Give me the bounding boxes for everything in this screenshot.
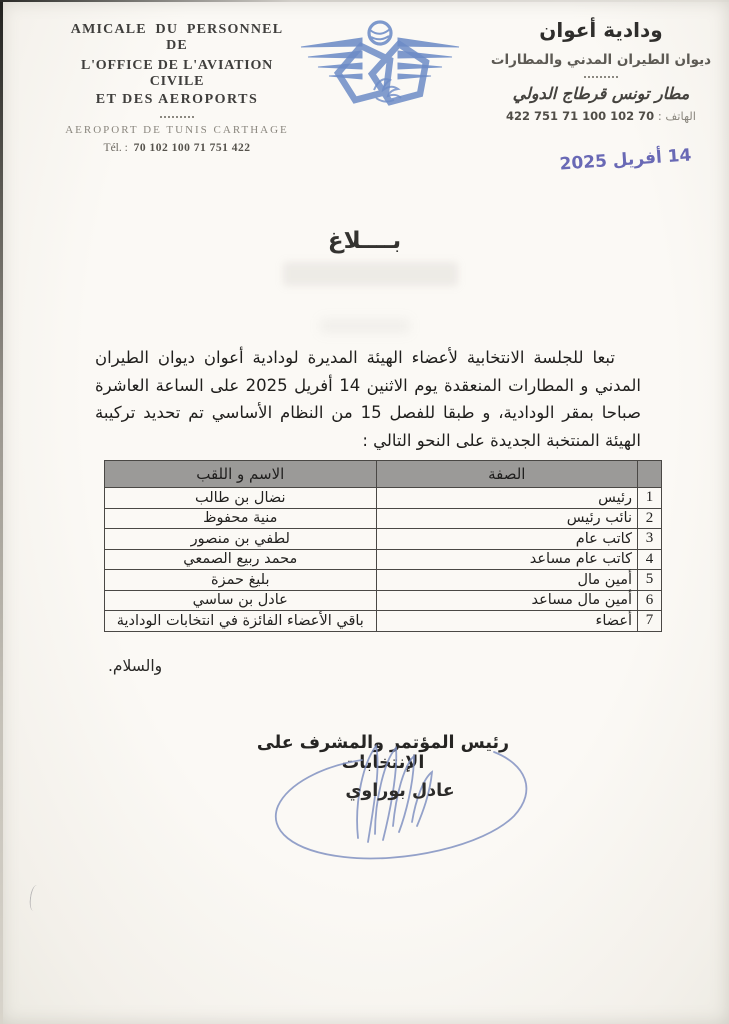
org-name-fr-line3: ET DES AEROPORTS	[95, 92, 259, 107]
cell-num: 1	[638, 488, 662, 509]
cell-role: أمين مال	[376, 570, 638, 591]
phone-label-ar: الهاتف :	[657, 109, 696, 123]
body-paragraph: تبعا للجلسة الانتخابية لأعضاء الهيئة المديرة لودادية أعوان ديوان الطيران المدني و المطارات المنعقدة يوم الاثنين 14 أفريل 2025 على الساعة العاشرة صباحا بمقر الودادية، و طبقا للفصل 15 من النظام الأساسي تم تحديد تركيبة الهيئة المنتخبة الجديدة على النحو التالي :	[95, 348, 641, 450]
org-name-fr-line1: AMICALE DU PERSONNEL DE	[70, 22, 284, 53]
airport-name-ar: مطار تونس قرطاج الدولي	[512, 84, 690, 103]
handwritten-signature	[262, 738, 542, 870]
erased-area-smudge	[320, 318, 410, 334]
cell-name: باقي الأعضاء الفائزة في انتخابات الودادية	[105, 611, 377, 632]
cell-num: 7	[638, 611, 662, 632]
header-cell-role: الصفة	[376, 461, 638, 488]
document-title: بــــلاغ	[327, 228, 402, 254]
scan-edge-artifact	[0, 0, 3, 1024]
header-cell-number	[638, 461, 662, 488]
cell-name: محمد ربيع الصمعي	[105, 549, 377, 570]
airport-name-fr: AEROPORT DE TUNIS CARTHAGE	[65, 124, 289, 136]
letterhead-arabic	[485, 18, 717, 123]
cell-num: 2	[638, 508, 662, 529]
cell-num: 6	[638, 590, 662, 611]
table-row	[105, 529, 662, 550]
cell-name: نضال بن طالب	[105, 488, 377, 509]
phone-label-fr: Tél. :	[103, 142, 128, 154]
cell-role: رئيس	[376, 488, 638, 509]
table-row	[105, 590, 662, 611]
table-row	[105, 508, 662, 529]
phone-line-ar	[485, 109, 717, 123]
cell-num: 4	[638, 549, 662, 570]
table-row	[105, 570, 662, 591]
committee-table-body	[105, 488, 662, 632]
cell-name: لطفي بن منصور	[105, 529, 377, 550]
cell-name: عادل بن ساسي	[105, 590, 377, 611]
cell-name: بليغ حمزة	[105, 570, 377, 591]
table-row	[105, 488, 662, 509]
phone-numbers-fr: 70 102 100 71 751 422	[133, 142, 251, 154]
cell-role: نائب رئيس	[376, 508, 638, 529]
org-name-ar: ودادية أعوان	[539, 18, 663, 42]
header-cell-name: الاسم و اللقب	[105, 461, 377, 488]
org-name-fr-line2: L'OFFICE DE L'AVIATION CIVILE	[80, 58, 274, 89]
cell-num: 5	[638, 570, 662, 591]
table-row	[105, 611, 662, 632]
closing-salutation: والسلام.	[108, 657, 163, 675]
cell-role: كاتب عام	[376, 529, 638, 550]
letterhead-french	[58, 22, 296, 154]
date-stamp: 14 أفريل 2025	[558, 145, 693, 175]
cell-name: منية محفوظ	[105, 508, 377, 529]
phone-line-fr	[58, 142, 296, 154]
signatory-title: رئيس المؤتمر والمشرف على الإنتخابات	[256, 733, 510, 773]
divider	[160, 116, 194, 118]
oaca-logo-icon	[298, 18, 462, 130]
phone-numbers-ar: 70 102 100 71 751 422	[506, 109, 655, 123]
cell-role: أعضاء	[376, 611, 638, 632]
org-dept-ar: ديوان الطيران المدني والمطارات	[490, 52, 712, 68]
table-row	[105, 549, 662, 570]
committee-table	[104, 460, 662, 632]
table-header-row	[105, 461, 662, 488]
erased-area-smudge	[283, 262, 458, 286]
cell-num: 3	[638, 529, 662, 550]
cell-role: أمين مال مساعد	[376, 590, 638, 611]
divider	[584, 76, 618, 78]
scan-speck-artifact	[28, 884, 42, 911]
cell-role: كاتب عام مساعد	[376, 549, 638, 570]
scan-edge-artifact-top	[0, 0, 729, 2]
signatory-name: عادل بوراوي	[345, 781, 455, 801]
